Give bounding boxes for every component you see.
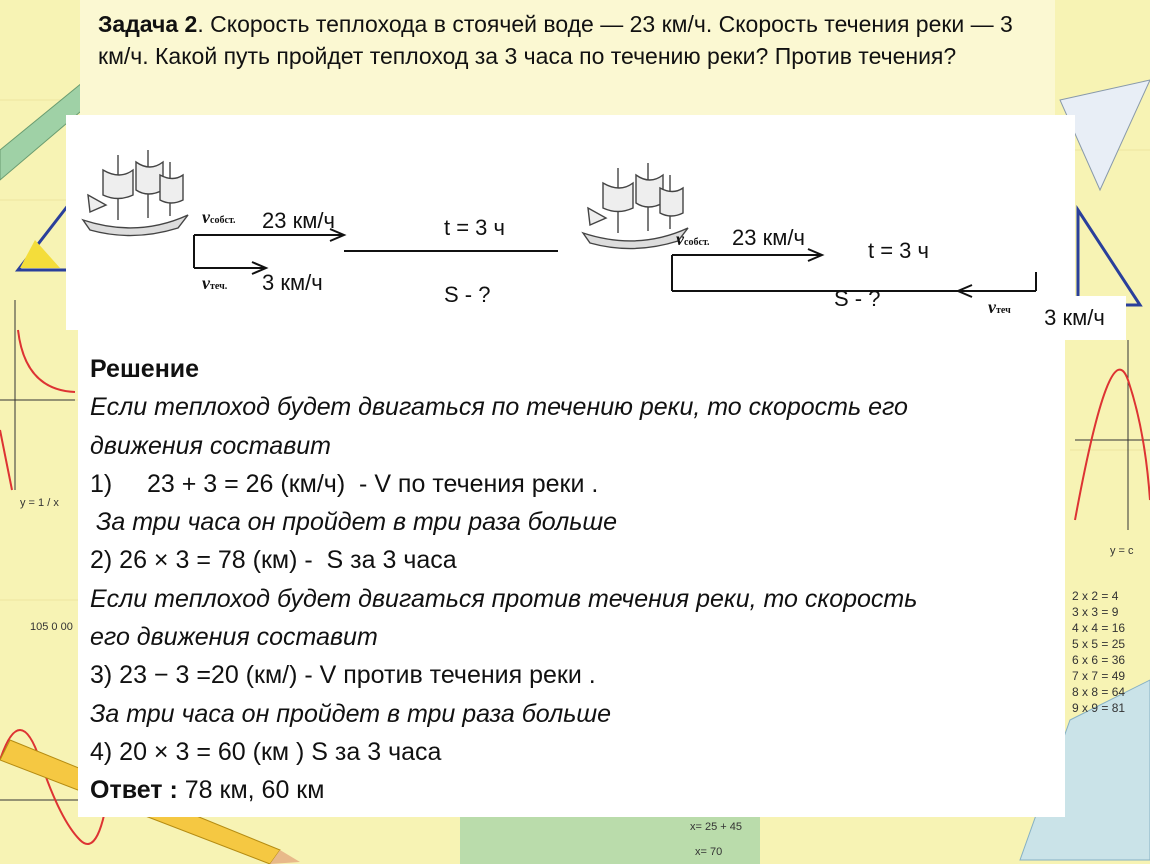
- multiplication-row: 2 x 2 = 4: [1072, 589, 1119, 603]
- solution-step-4: 4) 20 × 3 = 60 (км ) S за 3 часа: [90, 737, 442, 766]
- sailing-ship-icon: [583, 163, 688, 249]
- sailing-ship-icon: [83, 150, 188, 236]
- answer-value: 78 км, 60 км: [177, 776, 325, 805]
- solution-note-1: За три часа он пройдет в три раза больше: [96, 508, 618, 537]
- task-statement: [80, 0, 1055, 115]
- svg-text:y = c: y = c: [1110, 545, 1134, 557]
- motion-diagram: [66, 115, 1075, 330]
- task-title: Задача 2: [98, 11, 198, 37]
- v-current-value-upstream: 3 км/ч: [1023, 296, 1126, 340]
- distance-downstream: S - ?: [444, 282, 491, 307]
- v-own-upstream: vсобст.: [676, 229, 710, 249]
- solution-answer: [90, 771, 1065, 809]
- answer-label: Ответ :: [90, 776, 178, 805]
- svg-text:x= 25 + 45: x= 25 + 45: [690, 821, 742, 833]
- multiplication-row: 3 x 3 = 9: [1072, 605, 1119, 619]
- solution-text-1: Если теплоход будет двигаться по течению реки, то скорость его: [90, 393, 908, 422]
- solution-block: [78, 330, 1065, 817]
- solution-heading: Решение: [90, 355, 200, 383]
- solution-step-1: 1) 23 + 3 = 26 (км/ч) - V по течения реки .: [90, 469, 599, 498]
- multiplication-row: 9 x 9 = 81: [1072, 701, 1126, 715]
- v-current-value-downstream: 3 км/ч: [262, 270, 323, 295]
- svg-text:x= 70: x= 70: [695, 846, 723, 858]
- v-current-downstream: vтеч.: [202, 273, 228, 293]
- v-own-downstream: vсобст.: [202, 207, 236, 227]
- multiplication-row: 6 x 6 = 36: [1072, 653, 1126, 667]
- multiplication-row: 5 x 5 = 25: [1072, 637, 1126, 651]
- time-upstream: t = 3 ч: [868, 238, 929, 263]
- solution-step-2: 2) 26 × 3 = 78 (км) - S за 3 часа: [90, 546, 457, 575]
- v-own-value-downstream: 23 км/ч: [262, 208, 335, 233]
- multiplication-row: 4 x 4 = 16: [1072, 621, 1126, 635]
- solution-text-3: Если теплоход будет двигаться против течения реки, то скорость: [90, 584, 918, 613]
- task-text: . Скорость теплохода в стоячей воде — 23 км/ч. Скорость течения реки — 3 км/ч. Какой путь пройдет теплоход за 3 часа по течению реки? Против течения?: [98, 11, 1013, 69]
- solution-note-2: За три часа он пройдет в три раза больше: [90, 699, 612, 728]
- distance-upstream: S - ?: [834, 286, 881, 311]
- solution-text-2: движения составит: [90, 431, 331, 460]
- solution-text-4: его движения составит: [90, 623, 378, 652]
- v-current-upstream: vтеч: [988, 297, 1011, 317]
- multiplication-row: 7 x 7 = 49: [1072, 669, 1126, 683]
- solution-step-3: 3) 23 − 3 =20 (км/) - V против течения реки .: [90, 661, 596, 690]
- multiplication-row: 8 x 8 = 64: [1072, 685, 1126, 699]
- svg-text:105 0 00: 105 0 00: [30, 621, 73, 633]
- v-own-value-upstream: 23 км/ч: [732, 225, 805, 250]
- time-downstream: t = 3 ч: [444, 215, 505, 240]
- svg-text:y = 1 / x: y = 1 / x: [20, 497, 59, 509]
